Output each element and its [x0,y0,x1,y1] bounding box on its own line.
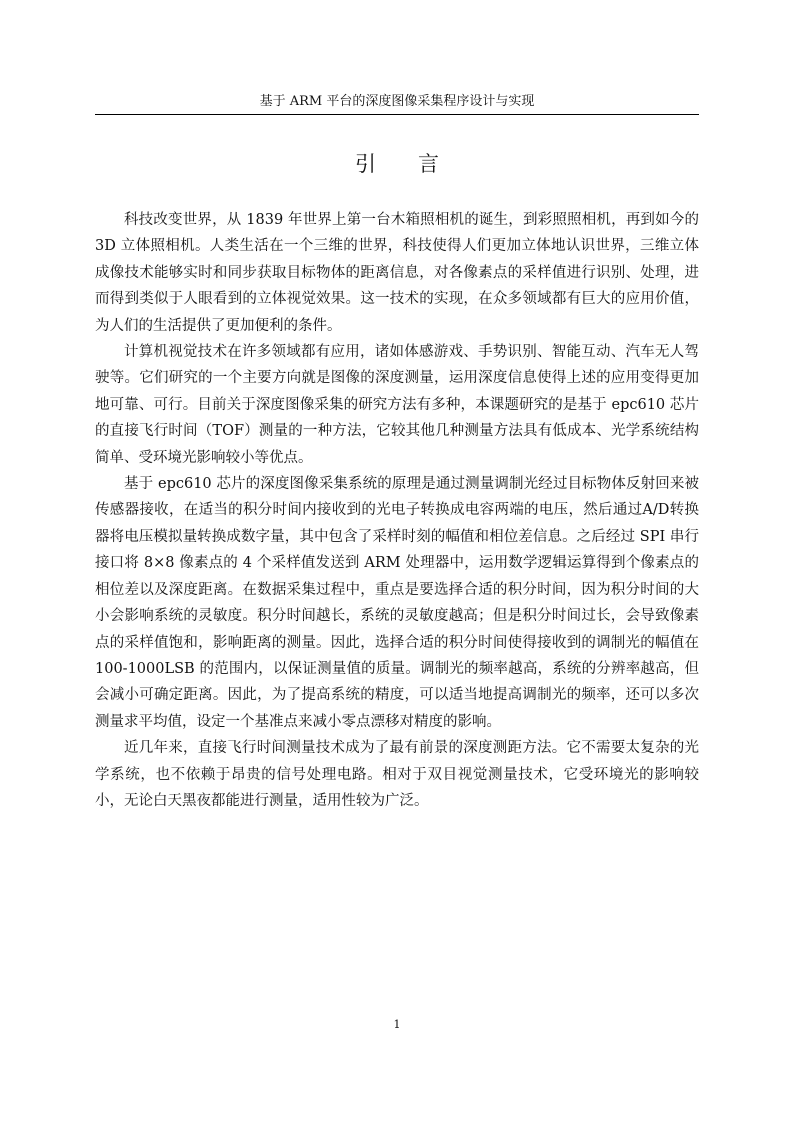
paragraph-3: 基于 epc610 芯片的深度图像采集系统的原理是通过测量调制光经过目标物体反射回来被传感器接收，在适当的积分时间内接收到的光电子转换成电容两端的电压，然后通过A/D转换器将电压模拟量转换成数字量，其中包含了采样时刻的幅值和相位差信息。之后经过 SPI 串行接口将 8×8 像素点的 4 个采样值发送到 ARM 处理器中，运用数学逻辑运算得到个像素点的相位差以及深度距离。在数据采集过程中，重点是要选择合适的积分时间，因为积分时间的大小会影响系统的灵敏度。积分时间越长，系统的灵敏度越高；但是积分时间过长，会导致像素点的采样值饱和，影响距离的测量。因此，选择合适的积分时间使得接收到的调制光的幅值在 100-1000LSB 的范围内，以保证测量值的质量。调制光的频率越高，系统的分辨率越高，但会减小可确定距离。因此，为了提高系统的精度，可以适当地提高调制光的频率，还可以多次测量求平均值，设定一个基准点来减小零点漂移对精度的影响。 [95,476,699,730]
paragraph-2: 计算机视觉技术在许多领域都有应用，诸如体感游戏、手势识别、智能互动、汽车无人驾驶等。它们研究的一个主要方向就是图像的深度测量，运用深度信息使得上述的应用变得更加地可靠、可行。目前关于深度图像采集的研究方法有多种，本课题研究的是基于 epc610 芯片的直接飞行时间（TOF）测量的一种方法，它较其他几种测量方法具有低成本、光学系统结构简单、受环境光影响较小等优点。 [95,344,699,466]
running-header [95,93,699,115]
paragraph-1: 科技改变世界，从 1839 年世界上第一台木箱照相机的诞生，到彩照照相机，再到如今的 3D 立体照相机。人类生活在一个三维的世界，科技使得人们更加立体地认识世界，三维立体成像技术能够实时和同步获取目标物体的距离信息，对各像素点的采样值进行识别、处理，进而得到类似于人眼看到的立体视觉效果。这一技术的实现，在众多领域都有巨大的应用价值，为人们的生活提供了更加便利的条件。 [95,212,699,334]
body-text [95,207,699,814]
page-number: 1 [393,1018,401,1031]
running-header-title: 基于 ARM 平台的深度图像采集程序设计与实现 [259,94,535,109]
paragraph-4: 近几年来，直接飞行时间测量技术成为了最有前景的深度测距方法。它不需要太复杂的光学系统，也不依赖于昂贵的信号处理电路。相对于双目视觉测量技术，它受环境光的影响较小，无论白天黑夜都能进行测量，适用性较为广泛。 [95,740,699,809]
chapter-title: 引言 [355,152,481,176]
